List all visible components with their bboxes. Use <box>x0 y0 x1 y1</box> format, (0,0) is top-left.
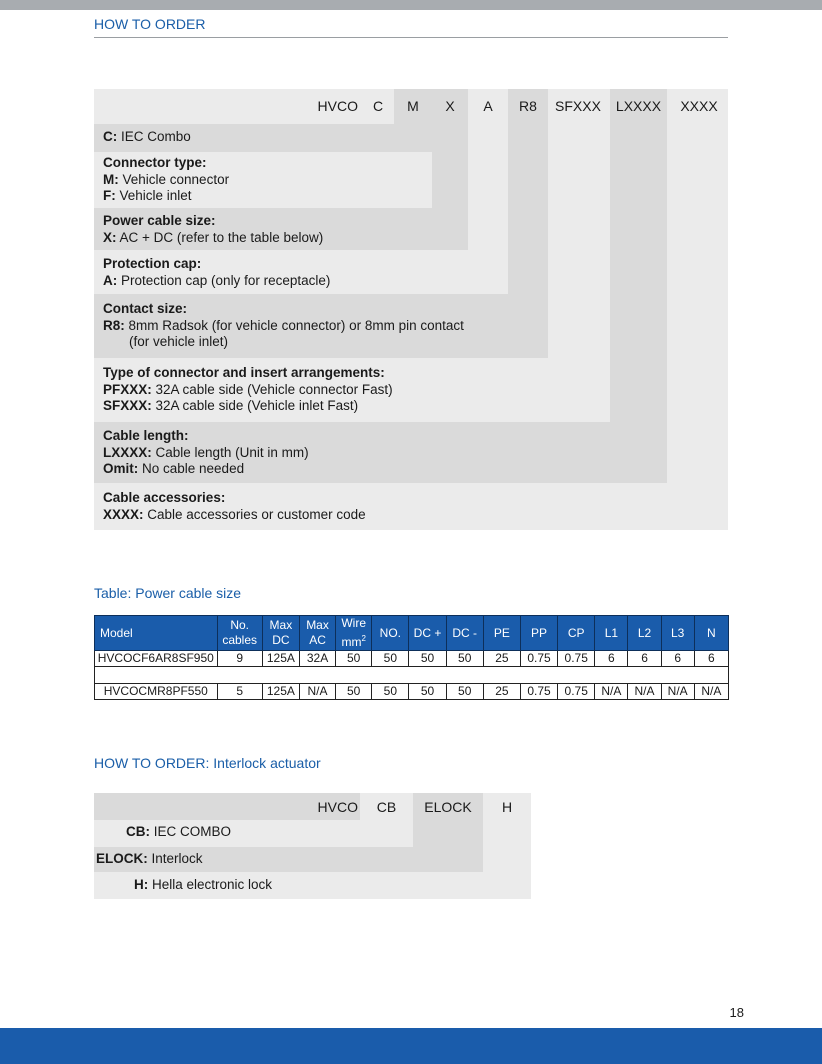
row-connector-text-m: Vehicle connector <box>118 171 230 187</box>
cell: N/A <box>595 684 628 700</box>
header-wire-line1: Wire <box>341 616 367 630</box>
interlock-text-h: Hella electronic lock <box>148 877 273 892</box>
interlock-row-h <box>94 875 272 894</box>
code-prefix: HVCO <box>317 98 358 114</box>
header-wire-line2: mm <box>341 635 362 649</box>
top-bar <box>0 0 822 10</box>
interlock-row-elock <box>94 849 203 868</box>
col-bg-lxxxx <box>610 89 667 483</box>
row-power-heading: Power cable size: <box>103 213 216 228</box>
footer-bar <box>0 1028 822 1064</box>
header-max-ac <box>299 616 335 651</box>
cell: 50 <box>336 684 372 700</box>
cell: 50 <box>372 651 409 667</box>
cell: N/A <box>694 684 728 700</box>
interlock-code-cb: CB <box>376 799 397 815</box>
table-header-row <box>95 616 729 651</box>
header-model: Model <box>95 616 218 651</box>
table-row <box>95 651 729 667</box>
row-insert-key-sf: SFXXX: <box>103 398 152 414</box>
col-bg-r8 <box>508 89 548 358</box>
row-connector-text-f: Vehicle inlet <box>115 188 192 204</box>
header-cables-line1: No. <box>230 618 250 632</box>
header-l1: L1 <box>595 616 628 651</box>
header-maxac-line1: Max <box>306 618 329 632</box>
code-x: X <box>445 98 455 114</box>
row-connector-heading: Connector type: <box>103 155 207 170</box>
cell: N/A <box>661 684 694 700</box>
header-cables-line2: cables <box>222 633 258 647</box>
row-cable-accessories <box>94 485 375 528</box>
row-insert-key-pf: PFXXX: <box>103 381 152 397</box>
interlock-key-elock: ELOCK: <box>96 851 148 866</box>
row-connector-type <box>94 150 238 210</box>
header-dc-minus: DC - <box>446 616 483 651</box>
header-pe: PE <box>483 616 520 651</box>
row-c <box>94 124 200 151</box>
header-dc-plus: DC + <box>409 616 446 651</box>
row-length-key-l: LXXXX: <box>103 444 152 460</box>
cell: 32A <box>299 651 335 667</box>
cell: 50 <box>446 684 483 700</box>
row-insert-arrangement <box>94 360 402 420</box>
cell: 5 <box>217 684 262 700</box>
cell: 50 <box>409 651 446 667</box>
row-contact-text-2: (for vehicle inlet) <box>129 334 229 350</box>
cell: N/A <box>628 684 661 700</box>
row-power-cable-size <box>94 208 332 251</box>
cell: 50 <box>372 684 409 700</box>
order-code-diagram <box>94 89 728 530</box>
header-max-dc <box>262 616 299 651</box>
cell: N/A <box>299 684 335 700</box>
header-l3: L3 <box>661 616 694 651</box>
cell: 50 <box>446 651 483 667</box>
cell: 125A <box>262 651 299 667</box>
code-xxxx: XXXX <box>680 98 718 114</box>
cell: 0.75 <box>520 651 557 667</box>
row-c-text: IEC Combo <box>117 129 191 144</box>
row-insert-text-sf: 32A cable side (Vehicle inlet Fast) <box>151 398 359 414</box>
header-pp: PP <box>520 616 557 651</box>
header-maxac-line2: AC <box>309 633 326 647</box>
header-n: N <box>694 616 728 651</box>
row-cable-length <box>94 423 318 483</box>
row-protection-cap <box>94 251 339 294</box>
row-length-text-omit: No cable needed <box>138 461 245 477</box>
cell: 9 <box>217 651 262 667</box>
interlock-key-h: H: <box>134 877 149 892</box>
interlock-text-elock: Interlock <box>147 851 203 866</box>
row-contact-key: R8: <box>103 317 125 333</box>
interlock-code-elock: ELOCK <box>424 799 472 815</box>
code-r8: R8 <box>519 98 537 114</box>
code-sfxxx: SFXXX <box>555 98 601 114</box>
row-accessories-heading: Cable accessories: <box>103 490 226 505</box>
interlock-text-cb: IEC COMBO <box>150 824 232 839</box>
header-maxdc-line1: Max <box>269 618 293 632</box>
cell: 50 <box>409 684 446 700</box>
cell: HVCOCF6AR8SF950 <box>95 651 218 667</box>
cell: 0.75 <box>558 684 595 700</box>
header-wire <box>336 616 372 651</box>
header-maxdc-line2: DC <box>272 633 290 647</box>
row-protection-text: Protection cap (only for receptacle) <box>117 272 331 288</box>
page-number: 18 <box>729 1005 744 1020</box>
cell: 25 <box>483 684 520 700</box>
interlock-code-diagram <box>94 793 531 899</box>
row-accessories-text: Cable accessories or customer code <box>143 506 366 522</box>
row-insert-heading: Type of connector and insert arrangements: <box>103 365 385 380</box>
power-cable-table <box>94 615 729 700</box>
interlock-title: HOW TO ORDER: Interlock actuator <box>94 755 321 771</box>
code-m: M <box>407 98 419 114</box>
table-row-spacer <box>95 667 729 684</box>
interlock-code-h: H <box>501 799 513 815</box>
row-length-text-l: Cable length (Unit in mm) <box>151 444 309 460</box>
page-title: HOW TO ORDER <box>94 16 206 32</box>
cell: 0.75 <box>558 651 595 667</box>
row-c-key: C: <box>103 129 118 144</box>
cell: HVCOCMR8PF550 <box>95 684 218 700</box>
cell: 50 <box>336 651 372 667</box>
cell: 125A <box>262 684 299 700</box>
row-power-key: X: <box>103 229 117 245</box>
header-l2: L2 <box>628 616 661 651</box>
cell: 6 <box>595 651 628 667</box>
row-length-key-omit: Omit: <box>103 461 139 477</box>
row-insert-text-pf: 32A cable side (Vehicle connector Fast) <box>151 381 393 397</box>
interlock-code-prefix: HVCO <box>317 799 358 815</box>
header-no: NO. <box>372 616 409 651</box>
header-cables <box>217 616 262 651</box>
row-contact-text: 8mm Radsok (for vehicle connector) or 8mm pin contact <box>124 317 464 333</box>
header-wire-sup: 2 <box>361 634 366 643</box>
row-length-heading: Cable length: <box>103 428 189 443</box>
row-accessories-key: XXXX: <box>103 506 144 522</box>
table-row <box>95 684 729 700</box>
header-cp: CP <box>558 616 595 651</box>
row-power-text: AC + DC (refer to the table below) <box>116 229 324 245</box>
power-table-title: Table: Power cable size <box>94 585 242 601</box>
row-protection-key: A: <box>103 272 118 288</box>
cell: 25 <box>483 651 520 667</box>
row-protection-heading: Protection cap: <box>103 256 202 271</box>
code-lxxxx: LXXXX <box>615 98 662 114</box>
cell: 0.75 <box>520 684 557 700</box>
cell: 6 <box>661 651 694 667</box>
row-contact-heading: Contact size: <box>103 301 188 316</box>
interlock-row-cb <box>94 822 231 841</box>
cell: 6 <box>694 651 728 667</box>
cell-empty <box>95 667 729 684</box>
header-divider <box>94 37 728 38</box>
row-connector-key-f: F: <box>103 188 116 204</box>
code-c: C <box>372 98 384 114</box>
code-a: A <box>483 98 493 114</box>
cell: 6 <box>628 651 661 667</box>
interlock-key-cb: CB: <box>126 824 150 839</box>
row-connector-key-m: M: <box>103 171 119 187</box>
row-contact-size <box>94 296 473 356</box>
